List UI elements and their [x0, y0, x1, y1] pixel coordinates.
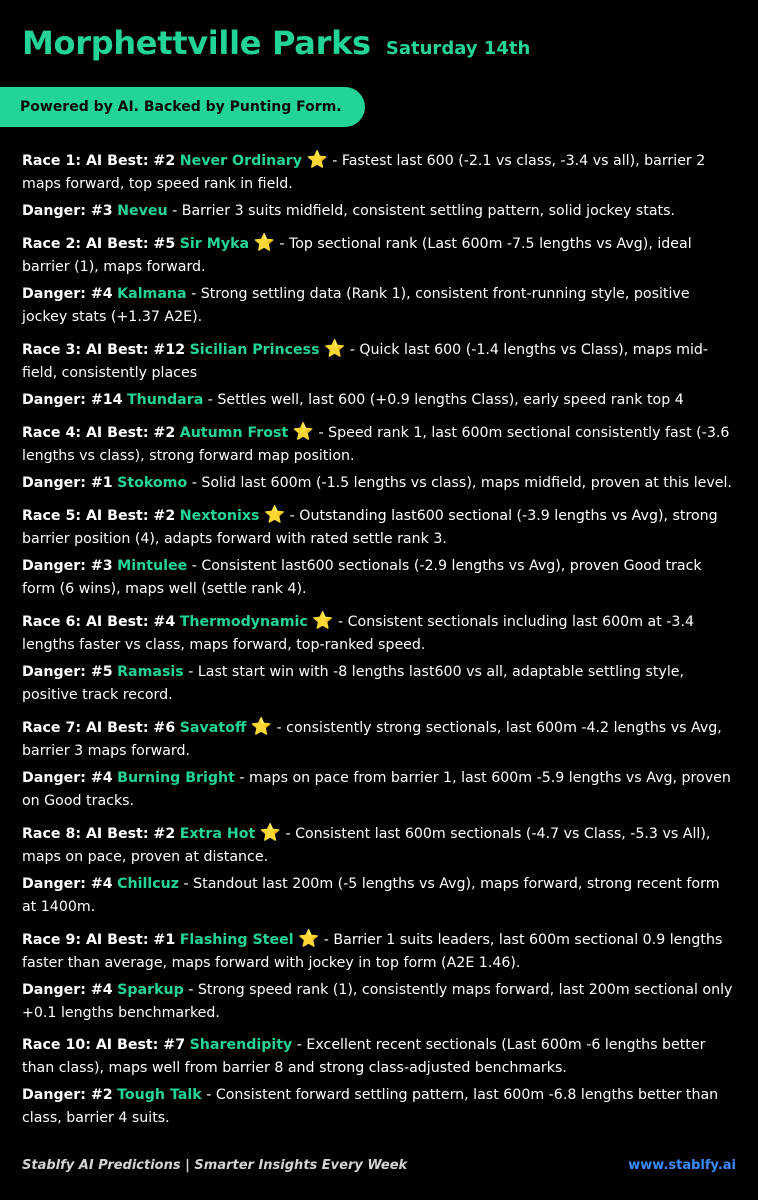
race-description: - Fastest last 600 (-2.1 vs class, -3.4 vs all), barrier 2 maps forward, top speed rank in field. [22, 153, 706, 192]
race-entry [22, 232, 738, 329]
ai-best-line [22, 716, 738, 763]
star-icon: ⭐ [263, 505, 286, 525]
danger-label: Danger: #5 [22, 664, 113, 680]
race-description: - maps on pace from barrier 1, last 600m -5.9 lengths vs Avg, proven on Good tracks. [22, 770, 731, 809]
horse-name: Nextonixs [179, 508, 260, 524]
ai-best-line [22, 928, 738, 975]
ai-best-line [22, 822, 738, 869]
danger-label: Danger: #3 [22, 558, 113, 574]
horse-name: Sir Myka [179, 236, 250, 252]
horse-name: Stokomo [117, 475, 188, 491]
danger-line [22, 283, 738, 329]
star-icon: ⭐ [306, 150, 328, 170]
footer-tagline: Stablfy AI Predictions | Smarter Insights Every Week [22, 1158, 408, 1173]
star-icon: ⭐ [259, 823, 281, 843]
ai-best-label: Race 9: AI Best: #1 [22, 932, 176, 948]
horse-name: Extra Hot [179, 826, 256, 842]
danger-line [22, 661, 738, 707]
ai-best-line [22, 338, 738, 385]
ai-best-label: Race 1: AI Best: #2 [22, 153, 176, 169]
race-entry [22, 149, 738, 223]
race-description: - Speed rank 1, last 600m sectional consistently fast (-3.6 lengths vs class), strong forward map position. [22, 425, 730, 464]
race-description: - Barrier 3 suits midfield, consistent settling pattern, solid jockey stats. [167, 203, 676, 219]
danger-label: Danger: #1 [22, 475, 113, 491]
danger-line [22, 979, 738, 1025]
header [22, 24, 530, 62]
horse-name: Thermodynamic [179, 614, 308, 630]
ai-best-label: Race 6: AI Best: #4 [22, 614, 176, 630]
race-description: - Top sectional rank (Last 600m -7.5 lengths vs Avg), ideal barrier (1), maps forward. [22, 236, 692, 275]
horse-name: Savatoff [179, 720, 247, 736]
danger-label: Danger: #4 [22, 982, 113, 998]
danger-label: Danger: #14 [22, 392, 123, 408]
race-description: - Barrier 1 suits leaders, last 600m sectional 0.9 lengths faster than average, maps forward with jockey in top form (A2E 1.46). [22, 932, 723, 971]
horse-name: Chillcuz [117, 876, 179, 892]
horse-name: Mintulee [117, 558, 188, 574]
race-description: - Strong settling data (Rank 1), consistent front-running style, positive jockey stats (+1.37 A2E). [22, 286, 690, 325]
ai-best-label: Race 4: AI Best: #2 [22, 425, 176, 441]
horse-name: Burning Bright [117, 770, 235, 786]
horse-name: Flashing Steel [179, 932, 294, 948]
race-description: - Outstanding last600 sectional (-3.9 lengths vs Avg), strong barrier position (4), adapts forward with rated settle rank 3. [22, 508, 718, 547]
tagline-text: Powered by AI. Backed by Punting Form. [20, 99, 342, 115]
ai-best-label: Race 7: AI Best: #6 [22, 720, 176, 736]
race-description: - Quick last 600 (-1.4 lengths vs Class), maps mid-field, consistently places [22, 342, 709, 381]
danger-line [22, 389, 738, 412]
ai-best-line [22, 149, 738, 196]
star-icon: ⭐ [292, 422, 314, 442]
ai-best-line [22, 504, 738, 551]
star-icon: ⭐ [253, 233, 275, 253]
danger-label: Danger: #3 [22, 203, 113, 219]
race-description: - Solid last 600m (-1.5 lengths vs class), maps midfield, proven at this level. [187, 475, 732, 491]
race-entry [22, 822, 738, 919]
tagline-banner [0, 87, 365, 127]
race-description: - Consistent last600 sectionals (-2.9 lengths vs Avg), proven Good track form (6 wins), maps well (settle rank 4). [22, 558, 702, 597]
horse-name: Sicilian Princess [189, 342, 320, 358]
horse-name: Sharendipity [189, 1037, 293, 1053]
race-description: - Excellent recent sectionals (Last 600m -6 lengths better than class), maps well from barrier 8 and strong class-adjusted benchmarks. [22, 1037, 706, 1076]
horse-name: Thundara [127, 392, 204, 408]
danger-line [22, 873, 738, 919]
horse-name: Autumn Frost [179, 425, 289, 441]
race-entry [22, 421, 738, 495]
page-subtitle: Saturday 14th [385, 38, 531, 59]
race-entry [22, 504, 738, 601]
danger-label: Danger: #4 [22, 286, 113, 302]
race-description: - consistently strong sectionals, last 600m -4.2 lengths vs Avg, barrier 3 maps forward. [22, 720, 722, 759]
race-description: - Consistent sectionals including last 600m at -3.4 lengths faster vs class, maps forward, top-ranked speed. [22, 614, 694, 653]
ai-best-line [22, 610, 738, 657]
ai-best-line [22, 232, 738, 279]
horse-name: Tough Talk [117, 1087, 202, 1103]
race-entry [22, 338, 738, 412]
ai-best-label: Race 2: AI Best: #5 [22, 236, 176, 252]
ai-best-label: Race 10: AI Best: #7 [22, 1037, 186, 1053]
danger-line [22, 200, 738, 223]
danger-line [22, 555, 738, 601]
horse-name: Never Ordinary [179, 153, 303, 169]
ai-best-label: Race 3: AI Best: #12 [22, 342, 186, 358]
star-icon: ⭐ [250, 717, 273, 737]
race-entry [22, 1034, 738, 1130]
ai-best-label: Race 5: AI Best: #2 [22, 508, 176, 524]
page-title: Morphettville Parks [22, 24, 371, 62]
ai-best-line [22, 421, 738, 468]
horse-name: Neveu [117, 203, 168, 219]
race-entry [22, 716, 738, 813]
race-entry [22, 928, 738, 1025]
danger-line [22, 767, 738, 813]
danger-label: Danger: #4 [22, 876, 113, 892]
race-description: - Strong speed rank (1), consistently maps forward, last 200m sectional only +0.1 lengths benchmarked. [22, 982, 733, 1021]
danger-label: Danger: #2 [22, 1087, 113, 1103]
race-description: - Last start win with -8 lengths last600 vs all, adaptable settling style, positive track record. [22, 664, 685, 703]
horse-name: Kalmana [117, 286, 187, 302]
website-link[interactable]: www.stablfy.ai [628, 1158, 736, 1173]
race-list [22, 149, 738, 1139]
race-description: - Standout last 200m (-5 lengths vs Avg), maps forward, strong recent form at 1400m. [22, 876, 720, 915]
star-icon: ⭐ [324, 339, 346, 359]
danger-label: Danger: #4 [22, 770, 113, 786]
footer [22, 1158, 736, 1173]
race-description: - Consistent forward settling pattern, last 600m -6.8 lengths better than class, barrier 4 suits. [22, 1087, 719, 1126]
race-description: - Consistent last 600m sectionals (-4.7 vs Class, -5.3 vs All), maps on pace, proven at distance. [22, 826, 711, 865]
race-entry [22, 610, 738, 707]
danger-line [22, 472, 738, 495]
horse-name: Sparkup [117, 982, 184, 998]
ai-best-label: Race 8: AI Best: #2 [22, 826, 176, 842]
danger-line [22, 1084, 738, 1130]
ai-best-line [22, 1034, 738, 1080]
star-icon: ⭐ [298, 929, 320, 949]
star-icon: ⭐ [312, 611, 334, 631]
horse-name: Ramasis [117, 664, 184, 680]
race-description: - Settles well, last 600 (+0.9 lengths Class), early speed rank top 4 [203, 392, 684, 408]
